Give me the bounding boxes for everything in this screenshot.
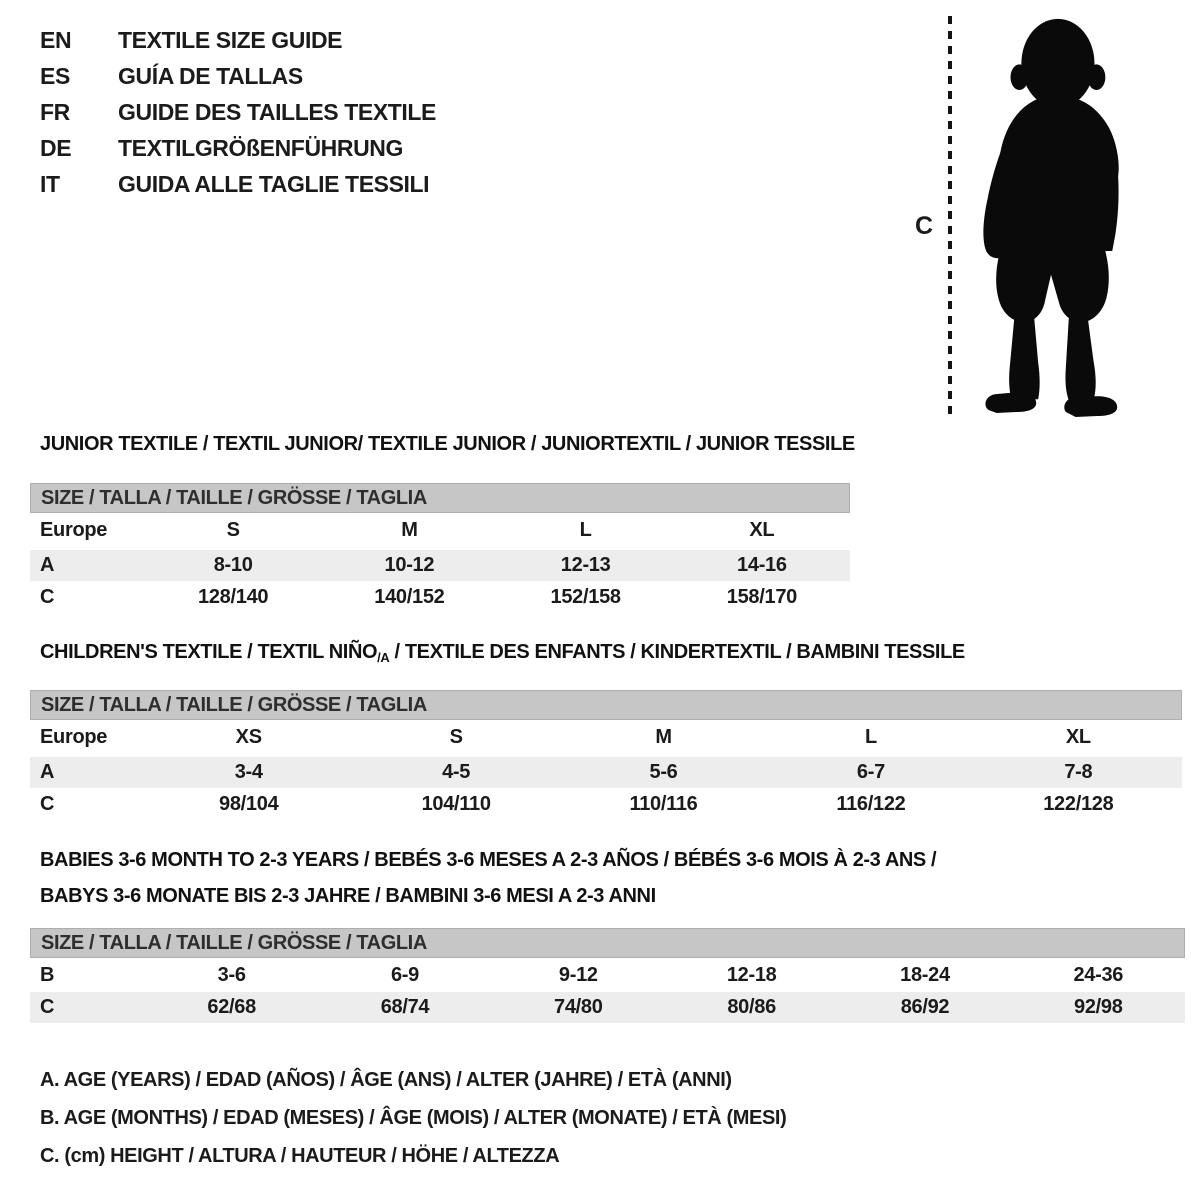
- babies-months-3: 9-12: [558, 963, 598, 986]
- children-age-l: 6-7: [856, 761, 885, 783]
- children-age-m: 5-6: [649, 761, 678, 783]
- lang-title-it: GUIDA ALLE TAGLIE TESSILI: [118, 170, 430, 197]
- babies-months-5: 18-24: [900, 963, 950, 986]
- babies-title-line1: BABIES 3-6 MONTH TO 2-3 YEARS / BEBÉS 3-6 MESES A 2-3 AÑOS / BÉBÉS 3-6 MOIS À 2-3 ANS /: [40, 849, 937, 871]
- lang-code-de: DE: [40, 134, 72, 161]
- junior-section-title: [40, 433, 855, 456]
- lang-title-es: GUÍA DE TALLAS: [118, 62, 303, 89]
- babies-height-6: 92/98: [1074, 996, 1123, 1018]
- children-age-xl: 7-8: [1064, 761, 1093, 783]
- junior-age-m: 10-12: [384, 554, 435, 576]
- junior-age-xl: 14-16: [737, 554, 787, 576]
- junior-region-label: Europe: [40, 518, 108, 541]
- babies-months-6: 24-36: [1073, 963, 1124, 986]
- babies-months-4: 12-18: [726, 963, 777, 986]
- children-size-xs: XS: [235, 725, 262, 748]
- height-dashed-line: [948, 16, 952, 415]
- babies-height-4: 80/86: [727, 996, 776, 1018]
- babies-size-table: [30, 928, 1185, 1023]
- junior-row-height-label: C: [40, 586, 55, 608]
- babies-height-1: 62/68: [207, 996, 256, 1018]
- junior-row-age: [30, 550, 850, 581]
- babies-row-height: [30, 992, 1185, 1023]
- junior-header-row: [30, 513, 850, 547]
- babies-title-line2: BABYS 3-6 MONATE BIS 2-3 JAHRE / BAMBINI 3-6 MESI A 2-3 ANNI: [40, 885, 656, 907]
- legend-line-height: C. (cm) HEIGHT / ALTURA / HAUTEUR / HÖHE / ALTEZZA: [40, 1145, 560, 1167]
- children-height-xl: 122/128: [1043, 793, 1114, 815]
- babies-size-bar: SIZE / TALLA / TAILLE / GRÖSSE / TAGLIA: [30, 928, 1185, 958]
- lang-code-fr: FR: [40, 98, 70, 125]
- children-row-age-label: A: [40, 761, 55, 783]
- children-height-xs: 98/104: [219, 793, 279, 815]
- children-height-l: 116/122: [836, 793, 906, 815]
- junior-size-table: [30, 483, 850, 614]
- junior-age-s: 8-10: [213, 554, 253, 576]
- children-region-label: Europe: [40, 725, 108, 748]
- junior-height-s: 128/140: [198, 586, 269, 608]
- lang-title-de: TEXTILGRÖßENFÜHRUNG: [118, 134, 403, 161]
- lang-code-es: ES: [40, 62, 70, 89]
- children-title-sub: /A: [377, 650, 390, 665]
- junior-height-xl: 158/170: [726, 586, 797, 608]
- children-age-xs: 3-4: [234, 761, 263, 783]
- children-age-s: 4-5: [442, 761, 471, 783]
- language-title-list: [40, 22, 436, 202]
- babies-months-1: 3-6: [217, 963, 246, 986]
- legend-line-age-years: A. AGE (YEARS) / EDAD (AÑOS) / ÂGE (ANS) / ALTER (JAHRE) / ETÀ (ANNI): [40, 1069, 732, 1091]
- children-size-bar: SIZE / TALLA / TAILLE / GRÖSSE / TAGLIA: [30, 690, 1182, 720]
- children-size-s: S: [449, 725, 463, 748]
- children-row-age: [30, 757, 1182, 788]
- junior-height-m: 140/152: [374, 586, 445, 608]
- junior-height-l: 152/158: [550, 586, 621, 608]
- lang-row-en: [40, 22, 436, 58]
- lang-row-de: [40, 130, 436, 166]
- height-measure-label: C: [915, 212, 934, 240]
- lang-code-it: IT: [40, 170, 60, 197]
- babies-row-months-label: B: [40, 963, 55, 986]
- junior-size-xl: XL: [749, 518, 775, 541]
- babies-section-title: [40, 842, 936, 914]
- junior-row-height: [30, 581, 850, 614]
- children-height-s: 104/110: [421, 793, 491, 815]
- lang-row-it: [40, 166, 436, 202]
- toddler-silhouette-icon: [962, 12, 1142, 417]
- children-size-m: M: [655, 725, 672, 748]
- lang-row-fr: [40, 94, 436, 130]
- babies-height-2: 68/74: [380, 996, 430, 1018]
- lang-row-es: [40, 58, 436, 94]
- lang-title-en: TEXTILE SIZE GUIDE: [118, 26, 343, 53]
- junior-size-m: M: [401, 518, 418, 541]
- children-height-m: 110/116: [629, 793, 698, 815]
- children-title-post: / TEXTILE DES ENFANTS / KINDERTEXTIL / BAMBINI TESSILE: [389, 641, 965, 663]
- children-size-xl: XL: [1065, 725, 1091, 748]
- junior-size-bar: SIZE / TALLA / TAILLE / GRÖSSE / TAGLIA: [30, 483, 850, 513]
- junior-section-title-text: JUNIOR TEXTILE / TEXTIL JUNIOR/ TEXTILE JUNIOR / JUNIORTEXTIL / JUNIOR TESSILE: [40, 433, 855, 455]
- children-header-row: [30, 720, 1182, 754]
- babies-height-3: 74/80: [554, 996, 603, 1018]
- lang-title-fr: GUIDE DES TAILLES TEXTILE: [118, 98, 436, 125]
- children-size-l: L: [864, 725, 877, 748]
- children-row-height-label: C: [40, 793, 55, 815]
- children-size-table: [30, 690, 1182, 821]
- lang-code-en: EN: [40, 26, 72, 53]
- children-row-height: [30, 788, 1182, 821]
- junior-row-age-label: A: [40, 554, 55, 576]
- children-section-title: [40, 641, 965, 665]
- junior-size-s: S: [226, 518, 240, 541]
- legend: [40, 1068, 786, 1182]
- babies-row-height-label: C: [40, 996, 55, 1018]
- babies-row-months: [30, 958, 1185, 992]
- babies-height-5: 86/92: [900, 996, 950, 1018]
- junior-size-l: L: [579, 518, 592, 541]
- babies-months-2: 6-9: [390, 963, 419, 986]
- junior-age-l: 12-13: [560, 554, 611, 576]
- children-title-pre: CHILDREN'S TEXTILE / TEXTIL NIÑO: [40, 641, 378, 663]
- legend-line-age-months: B. AGE (MONTHS) / EDAD (MESES) / ÂGE (MOIS) / ALTER (MONATE) / ETÀ (MESI): [40, 1107, 787, 1129]
